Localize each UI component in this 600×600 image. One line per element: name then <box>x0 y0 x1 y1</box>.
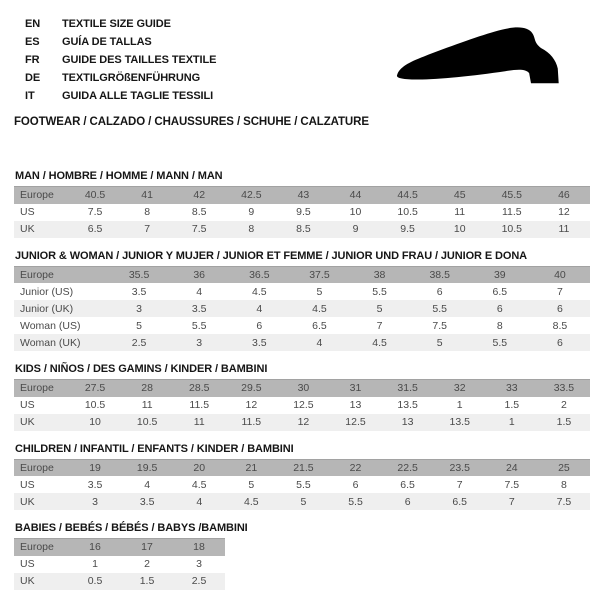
size-cell: 5.5 <box>348 495 363 508</box>
size-cell: 30 <box>297 382 310 395</box>
size-cell: 1 <box>92 558 98 570</box>
table-title: CHILDREN / INFANTIL / ENFANTS / KINDER / BAMBINI <box>15 442 294 455</box>
size-cell: 4.5 <box>244 495 259 508</box>
size-cell: 44.5 <box>397 189 418 202</box>
size-cell: 5 <box>248 478 255 491</box>
size-cell: 7.5 <box>504 478 520 491</box>
size-cell: 6 <box>352 478 359 491</box>
size-cell: 22 <box>349 461 362 474</box>
size-cell: 6.5 <box>400 478 415 491</box>
size-cell: 5.5 <box>296 478 311 491</box>
size-cell: 5.5 <box>372 285 387 298</box>
language-title: TEXTILGRÖßENFÜHRUNG <box>62 72 201 84</box>
size-cell: 4 <box>144 478 151 491</box>
size-cell: 4.5 <box>312 302 327 315</box>
size-cell: 6.5 <box>492 285 508 298</box>
language-title: GUIDE DES TAILLES TEXTILE <box>62 54 217 66</box>
table-title: MAN / HOMBRE / HOMME / MANN / MAN <box>15 170 223 182</box>
table-row <box>14 334 590 351</box>
size-cell: 9 <box>248 206 255 218</box>
size-cell: 6 <box>557 302 563 315</box>
size-cell: 7.5 <box>432 319 447 332</box>
size-cell: 11.5 <box>241 416 262 428</box>
size-cell: 9 <box>352 223 359 235</box>
language-code: FR <box>25 54 40 66</box>
row-label: Europe <box>20 268 54 281</box>
size-cell: 3 <box>92 495 98 508</box>
size-cell: 45.5 <box>501 189 523 202</box>
size-cell: 4 <box>316 336 323 349</box>
size-cell: 7 <box>376 319 383 332</box>
row-label: Europe <box>20 541 54 554</box>
size-cell: 24 <box>505 461 518 474</box>
size-cell: 1.5 <box>504 399 520 411</box>
table-row <box>14 380 590 397</box>
size-cell: 21.5 <box>293 461 314 474</box>
size-cell: 39 <box>493 268 506 281</box>
table-row <box>14 221 590 238</box>
table-row <box>14 317 590 334</box>
shoe-icon <box>390 26 576 98</box>
size-table-kids <box>14 379 590 431</box>
row-label: UK <box>20 575 35 587</box>
size-cell: 38 <box>373 268 386 281</box>
size-cell: 8 <box>144 206 151 218</box>
size-cell: 12 <box>297 416 310 428</box>
row-label: Woman (US) <box>20 319 81 332</box>
size-cell: 10.5 <box>501 223 523 235</box>
size-cell: 11 <box>454 206 466 218</box>
size-cell: 8 <box>496 319 503 332</box>
size-table-children <box>14 459 590 511</box>
size-cell: 4 <box>196 495 203 508</box>
size-cell: 8.5 <box>552 319 568 332</box>
table-row <box>14 556 225 573</box>
table-row <box>14 397 590 414</box>
size-cell: 8 <box>561 478 567 491</box>
size-cell: 6 <box>404 495 411 508</box>
size-cell: 13.5 <box>397 399 418 411</box>
size-table-man <box>14 186 590 238</box>
table-title: BABIES / BEBÉS / BÉBÉS / BABYS /BAMBINI <box>15 522 248 534</box>
row-label: Europe <box>20 189 54 202</box>
size-cell: 7.5 <box>87 206 103 218</box>
size-cell: 6 <box>496 302 503 315</box>
size-cell: 8.5 <box>191 206 207 218</box>
size-cell: 36 <box>193 268 206 281</box>
language-title: GUÍA DE TALLAS <box>62 36 152 48</box>
size-cell: 12 <box>245 399 258 411</box>
size-cell: 2.5 <box>131 336 147 349</box>
size-cell: 3.5 <box>191 302 207 315</box>
size-cell: 5.5 <box>432 302 447 315</box>
size-cell: 9.5 <box>296 206 311 218</box>
size-cell: 42.5 <box>241 189 262 202</box>
row-label: US <box>20 558 35 570</box>
size-cell: 10.5 <box>84 399 106 411</box>
table-row <box>14 414 590 431</box>
size-cell: 31 <box>349 382 362 395</box>
row-label: US <box>20 478 35 491</box>
size-cell: 37.5 <box>309 268 330 281</box>
size-table-section-babies <box>14 522 590 590</box>
size-cell: 4.5 <box>372 336 387 349</box>
table-row <box>14 493 590 510</box>
row-label: US <box>20 399 35 411</box>
size-table-section-kids <box>14 363 590 431</box>
size-cell: 5 <box>300 495 307 508</box>
row-label: UK <box>20 416 35 428</box>
size-cell: 29.5 <box>241 382 262 395</box>
size-cell: 28.5 <box>189 382 210 395</box>
table-title: KIDS / NIÑOS / DES GAMINS / KINDER / BAMBINI <box>15 363 268 375</box>
language-title: GUIDA ALLE TAGLIE TESSILI <box>62 90 214 102</box>
size-cell: 7 <box>144 223 151 235</box>
size-cell: 10 <box>453 223 466 235</box>
size-cell: 12.5 <box>293 399 314 411</box>
size-cell: 46 <box>558 189 570 202</box>
size-cell: 27.5 <box>84 382 106 395</box>
table-row <box>14 266 590 283</box>
size-cell: 40 <box>554 268 566 281</box>
size-cell: 13 <box>401 416 414 428</box>
size-cell: 4 <box>196 285 203 298</box>
size-cell: 19 <box>89 461 101 474</box>
size-cell: 25 <box>558 461 570 474</box>
size-cell: 11 <box>141 399 153 411</box>
size-cell: 1.5 <box>139 575 155 587</box>
size-table-section-junior-woman <box>14 250 590 352</box>
size-cell: 3 <box>136 302 142 315</box>
language-code: DE <box>25 72 41 84</box>
size-cell: 19.5 <box>136 461 158 474</box>
size-cell: 12 <box>558 206 570 218</box>
size-cell: 44 <box>349 189 362 202</box>
shoe-silhouette-path <box>397 27 559 83</box>
row-label: US <box>20 206 35 218</box>
size-cell: 11 <box>558 223 570 235</box>
table-row <box>14 204 590 221</box>
table-row <box>14 573 225 590</box>
row-label: UK <box>20 223 35 235</box>
size-cell: 4.5 <box>252 285 267 298</box>
table-row <box>14 476 590 493</box>
table-row <box>14 187 590 204</box>
size-cell: 5.5 <box>191 319 207 332</box>
size-cell: 38.5 <box>429 268 450 281</box>
size-cell: 3.5 <box>252 336 267 349</box>
size-cell: 20 <box>193 461 206 474</box>
size-cell: 40.5 <box>84 189 106 202</box>
table-row <box>14 283 590 300</box>
size-cell: 7 <box>557 285 563 298</box>
size-cell: 4.5 <box>191 478 207 491</box>
size-cell: 43 <box>297 189 310 202</box>
size-tables <box>14 170 590 590</box>
row-label: Junior (UK) <box>20 302 74 315</box>
table-row <box>14 300 590 317</box>
table-row <box>14 539 225 556</box>
size-cell: 36.5 <box>249 268 270 281</box>
size-cell: 6.5 <box>87 223 103 235</box>
size-cell: 42 <box>193 189 206 202</box>
size-cell: 5 <box>136 319 142 332</box>
size-cell: 10 <box>89 416 101 428</box>
row-label: Europe <box>20 461 54 474</box>
size-cell: 6.5 <box>452 495 467 508</box>
size-cell: 41 <box>141 189 153 202</box>
size-cell: 33 <box>505 382 518 395</box>
size-cell: 21 <box>245 461 258 474</box>
size-cell: 3 <box>196 558 202 570</box>
size-cell: 31.5 <box>397 382 418 395</box>
size-cell: 45 <box>453 189 466 202</box>
size-cell: 7.5 <box>556 495 572 508</box>
size-cell: 7.5 <box>191 223 207 235</box>
size-cell: 6 <box>557 336 563 349</box>
size-cell: 2.5 <box>191 575 207 587</box>
language-code: ES <box>25 36 40 48</box>
size-table-section-man <box>14 170 590 238</box>
size-cell: 10 <box>349 206 362 218</box>
size-cell: 12.5 <box>345 416 366 428</box>
size-cell: 8.5 <box>296 223 311 235</box>
size-cell: 13.5 <box>449 416 470 428</box>
size-cell: 11 <box>193 416 205 428</box>
row-label: Junior (US) <box>20 285 74 298</box>
size-cell: 23.5 <box>449 461 470 474</box>
row-label: Woman (UK) <box>20 336 81 349</box>
size-cell: 28 <box>141 382 153 395</box>
size-cell: 11.5 <box>501 206 522 218</box>
size-cell: 2 <box>561 399 567 411</box>
size-table-babies <box>14 538 225 590</box>
size-cell: 1 <box>456 399 463 411</box>
size-cell: 6 <box>256 319 263 332</box>
size-cell: 13 <box>349 399 362 411</box>
size-cell: 5 <box>376 302 383 315</box>
table-title: JUNIOR & WOMAN / JUNIOR Y MUJER / JUNIOR ET FEMME / JUNIOR UND FRAU / JUNIOR E DONA <box>15 249 528 262</box>
size-cell: 35.5 <box>128 268 150 281</box>
size-cell: 1.5 <box>556 416 572 428</box>
size-cell: 4 <box>256 302 263 315</box>
size-cell: 8 <box>248 223 255 235</box>
row-label: UK <box>20 495 35 508</box>
size-cell: 7 <box>456 478 463 491</box>
size-cell: 22.5 <box>397 461 418 474</box>
size-cell: 9.5 <box>400 223 415 235</box>
size-cell: 3.5 <box>131 285 147 298</box>
size-cell: 18 <box>193 541 205 554</box>
language-title: TEXTILE SIZE GUIDE <box>62 18 171 30</box>
size-cell: 33.5 <box>553 382 575 395</box>
size-cell: 10.5 <box>136 416 158 428</box>
size-cell: 17 <box>141 541 153 554</box>
size-cell: 11.5 <box>189 399 210 411</box>
size-cell: 6.5 <box>312 319 327 332</box>
language-code: IT <box>25 90 35 102</box>
size-cell: 3.5 <box>87 478 103 491</box>
category-heading: FOOTWEAR / CALZADO / CHAUSSURES / SCHUHE / CALZATURE <box>14 116 369 128</box>
size-cell: 3 <box>196 336 203 349</box>
size-cell: 7 <box>508 495 515 508</box>
table-row <box>14 459 590 476</box>
size-cell: 32 <box>453 382 466 395</box>
size-cell: 5 <box>316 285 323 298</box>
size-cell: 0.5 <box>87 575 103 587</box>
row-label: Europe <box>20 382 54 395</box>
language-code: EN <box>25 18 41 30</box>
size-cell: 3.5 <box>139 495 155 508</box>
size-cell: 5 <box>436 336 443 349</box>
size-cell: 1 <box>508 416 515 428</box>
size-cell: 5.5 <box>492 336 508 349</box>
size-cell: 10.5 <box>397 206 418 218</box>
size-cell: 6 <box>436 285 443 298</box>
size-table-section-children <box>14 443 590 511</box>
size-cell: 2 <box>144 558 150 570</box>
size-cell: 16 <box>89 541 101 554</box>
size-table-junior-woman <box>14 266 590 352</box>
